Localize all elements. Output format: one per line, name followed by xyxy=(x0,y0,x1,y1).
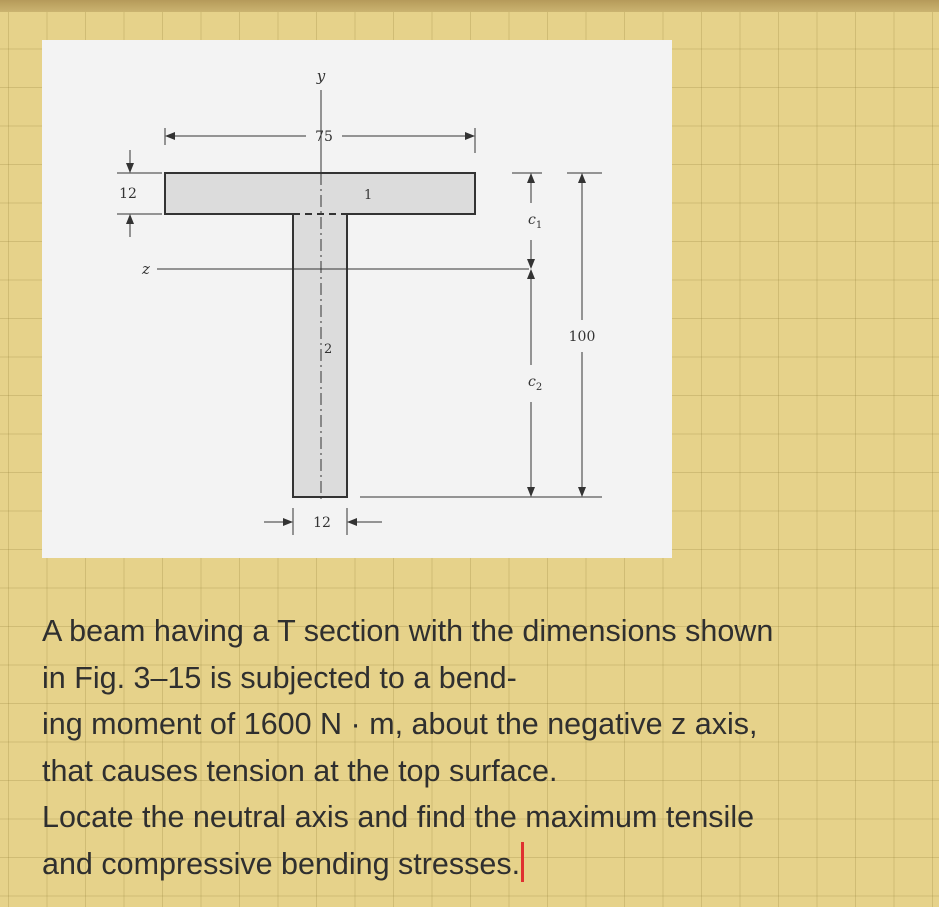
c1-label xyxy=(528,212,542,231)
problem-line-4: that causes tension at the top surface. xyxy=(42,753,558,788)
text-cursor xyxy=(521,842,524,882)
problem-statement[interactable] xyxy=(42,608,922,887)
window-top-bar xyxy=(0,0,939,12)
c1-letter: c xyxy=(528,212,536,228)
problem-line-1: A beam having a T section with the dimensions shown xyxy=(42,614,774,648)
total-depth-label: 100 xyxy=(568,329,596,345)
c2-subscript: 2 xyxy=(535,382,543,393)
t-section-figure xyxy=(42,40,672,558)
flange-width-label: 75 xyxy=(315,129,333,145)
problem-line-6-wrapper xyxy=(42,841,922,888)
c2-label xyxy=(528,374,542,393)
part2-label: 2 xyxy=(324,342,333,357)
problem-line-5: Locate the neutral axis and find the maximum tensile xyxy=(42,800,755,834)
problem-line-6: and compressive bending stresses. xyxy=(42,846,521,881)
problem-line-3: ing moment of 1600 N · m, about the negative z axis, xyxy=(42,707,758,741)
c1-subscript: 1 xyxy=(535,220,543,231)
problem-line-2: in Fig. 3–15 is subjected to a bend- xyxy=(42,660,517,695)
t-section-diagram xyxy=(42,40,672,558)
z-axis-label: z xyxy=(142,260,150,278)
t-section-shape xyxy=(165,173,475,497)
web-thickness-label: 12 xyxy=(313,515,331,531)
c2-letter: c xyxy=(528,374,536,390)
y-axis-label: y xyxy=(316,67,326,85)
part1-label: 1 xyxy=(364,188,373,203)
flange-thickness-label: 12 xyxy=(119,186,137,202)
